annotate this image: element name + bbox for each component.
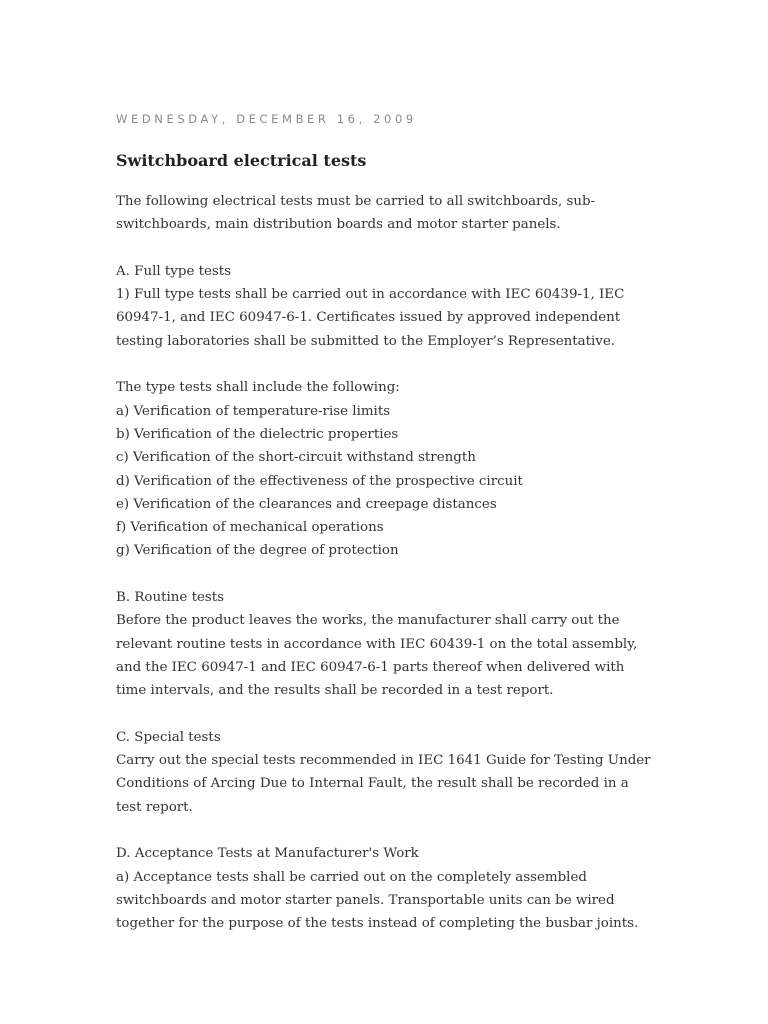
section-heading: B. Routine tests [116,590,225,606]
paragraph-gap [116,703,728,726]
list-item: e) Verification of the clearances and creepage distances [116,496,497,512]
body-line: a) Acceptance tests shall be carried out on the completely assembled [116,869,587,885]
paragraph-gap [116,237,728,260]
body-line: Conditions of Arcing Due to Internal Fault, the result shall be recorded in a [116,776,629,792]
body-line: relevant routine tests in accordance with IEC 60439-1 on the total assembly, [116,636,638,652]
section-heading: A. Full type tests [116,263,232,279]
post-date: WEDNESDAY, DECEMBER 16, 2009 [116,112,417,126]
body-line: Carry out the special tests recommended in IEC 1641 Guide for Testing Under [116,753,651,769]
body-line: test report. [116,799,193,815]
section-heading: C. Special tests [116,729,221,745]
body-line: testing laboratories shall be submitted to the Employer’s Representative. [116,333,616,349]
body-line: switchboards and motor starter panels. Transportable units can be wired [116,892,615,908]
paragraph-gap [116,819,728,842]
body-line: and the IEC 60947-1 and IEC 60947-6-1 parts thereof when delivered with [116,659,625,675]
list-item: c) Verification of the short-circuit withstand strength [116,450,476,466]
body-line: Before the product leaves the works, the manufacturer shall carry out the [116,613,620,629]
list-item: a) Verification of temperature-rise limits [116,403,391,419]
section-heading: D. Acceptance Tests at Manufacturer's Work [116,846,419,862]
list-item: g) Verification of the degree of protection [116,543,399,559]
post-body [116,190,728,936]
body-line: together for the purpose of the tests instead of completing the busbar joints. [116,916,639,932]
paragraph-gap [116,563,728,586]
post-title[interactable]: Switchboard electrical tests [116,151,367,170]
body-line: The type tests shall include the following: [116,380,400,396]
list-item: f) Verification of mechanical operations [116,520,384,536]
list-item: b) Verification of the dielectric properties [116,426,399,442]
list-item: d) Verification of the effectiveness of the prospective circuit [116,473,523,489]
body-line: The following electrical tests must be carried to all switchboards, sub- [116,194,596,209]
body-line: time intervals, and the results shall be recorded in a test report. [116,683,554,699]
paragraph-gap [116,353,728,376]
body-line: 60947-1, and IEC 60947-6-1. Certificates issued by approved independent [116,310,621,326]
body-line: 1) Full type tests shall be carried out in accordance with IEC 60439-1, IEC [116,287,625,303]
body-line: switchboards, main distribution boards and motor starter panels. [116,217,561,233]
